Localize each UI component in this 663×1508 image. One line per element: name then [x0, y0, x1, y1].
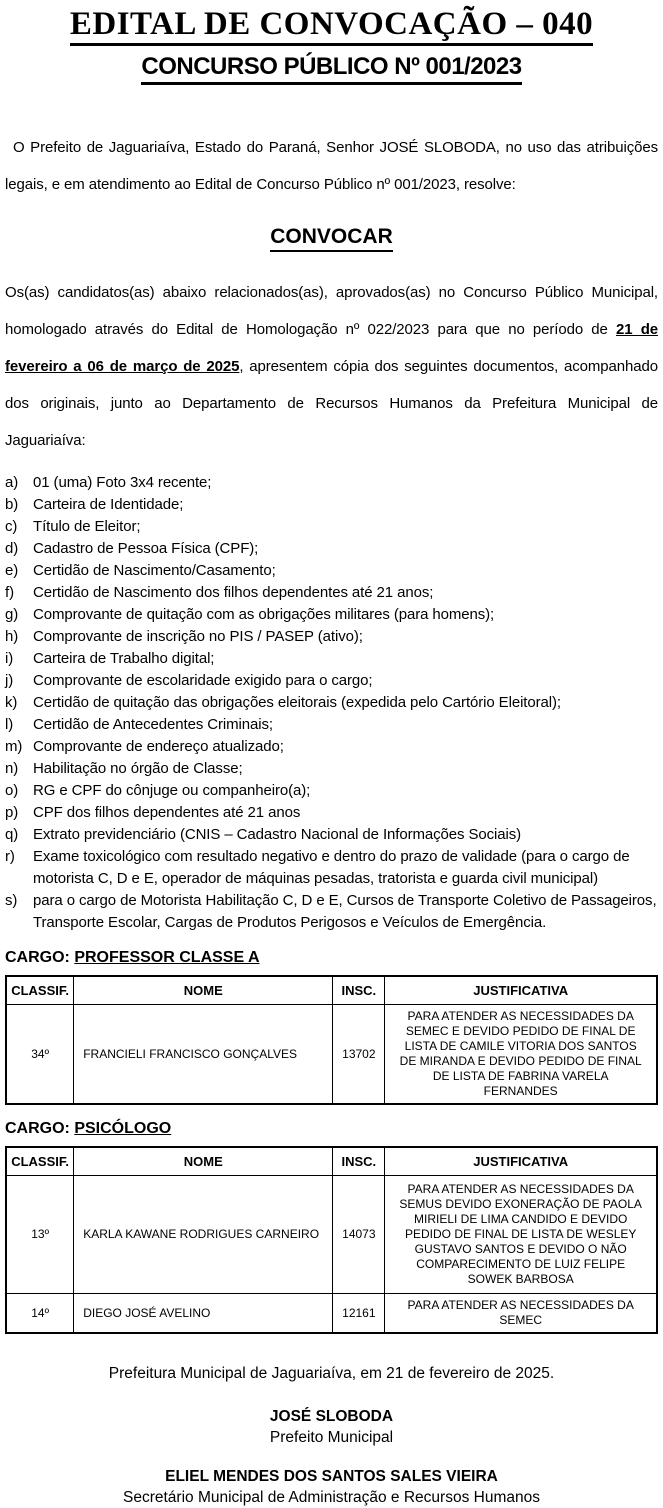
date-line: Prefeitura Municipal de Jaguariaíva, em 21 de fevereiro de 2025. — [108, 1365, 555, 1382]
column-header-insc: INSC. — [333, 976, 385, 1004]
professor-table — [5, 975, 658, 1105]
cargo-heading-prefix: CARGO: — [5, 1120, 75, 1137]
cargo-heading-title: PROFESSOR CLASSE A — [74, 949, 260, 966]
cell-insc: 14073 — [333, 1175, 385, 1293]
cell-justificativa: PARA ATENDER AS NECESSIDADES DA SEMUS DEVIDO EXONERAÇÃO DE PAOLA MIRIELI DE LIMA CANDIDO E DEVIDO PEDIDO DE FINAL DE LISTA DE WESLEY GUSTAVO SANTOS E DEVIDO O NÃO COMPARECIMENTO DE LUIZ FELIPE SOWEK BARBOSA — [385, 1175, 657, 1293]
list-item — [5, 670, 658, 692]
list-item — [5, 714, 658, 736]
list-item — [5, 560, 658, 582]
signature-role: Prefeito Municipal — [269, 1429, 394, 1446]
document-subtitle — [5, 53, 658, 85]
list-item-letter: k) — [5, 694, 18, 711]
column-header-justificativa: JUSTIFICATIVA — [385, 1147, 657, 1175]
cell-nome: FRANCIELI FRANCISCO GONÇALVES — [74, 1004, 333, 1104]
signature-name: ELIEL MENDES DOS SANTOS SALES VIEIRA — [165, 1468, 498, 1485]
list-item — [5, 538, 658, 560]
list-item — [5, 758, 658, 780]
convocar-heading: CONVOCAR — [270, 225, 393, 252]
list-item-text: Carteira de Identidade; — [33, 496, 184, 513]
column-header-classif: CLASSIF. — [6, 1147, 74, 1175]
list-item-text: Carteira de Trabalho digital; — [33, 650, 215, 667]
cargo-heading-professor — [5, 949, 658, 967]
cell-classif: 34º — [6, 1004, 74, 1104]
psicologo-table — [5, 1146, 658, 1334]
column-header-nome: NOME — [74, 976, 333, 1004]
cell-classif: 13º — [6, 1175, 74, 1293]
signature-mayor — [5, 1406, 658, 1448]
list-item — [5, 736, 658, 758]
list-item-text: Comprovante de endereço atualizado; — [33, 738, 284, 755]
list-item-letter: c) — [5, 518, 18, 535]
list-item-letter: f) — [5, 584, 14, 601]
cell-nome: DIEGO JOSÉ AVELINO — [74, 1293, 333, 1333]
list-item-text: Certidão de Antecedentes Criminais; — [33, 716, 273, 733]
list-item — [5, 494, 658, 516]
list-item-letter: r) — [5, 848, 15, 865]
list-item-text: Cadastro de Pessoa Física (CPF); — [33, 540, 259, 557]
list-item-letter: i) — [5, 650, 14, 667]
list-item — [5, 648, 658, 670]
cargo-heading-psicologo — [5, 1120, 658, 1138]
column-header-justificativa: JUSTIFICATIVA — [385, 976, 657, 1004]
list-item-text: RG e CPF do cônjuge ou companheiro(a); — [33, 782, 311, 799]
list-item — [5, 890, 658, 934]
list-item-letter: n) — [5, 760, 19, 777]
list-item-text: para o cargo de Motorista Habilitação C, D e E, Cursos de Transporte Coletivo de Passageiros, Transporte Escolar, Cargas de Produtos Perigosos e Veículos de Emergência. — [33, 892, 657, 931]
list-item-letter: q) — [5, 826, 19, 843]
list-item-letter: o) — [5, 782, 19, 799]
cell-justificativa: PARA ATENDER AS NECESSIDADES DA SEMEC E DEVIDO PEDIDO DE FINAL DE LISTA DE CAMILE VITORIA DOS SANTOS DE MIRANDA E DEVIDO PEDIDO DE FINAL DE LISTA DE FABRINA VARELA FERNANDES — [385, 1004, 657, 1104]
table-row — [6, 1293, 657, 1333]
list-item-letter: p) — [5, 804, 19, 821]
cell-insc: 13702 — [333, 1004, 385, 1104]
list-item-text: Certidão de Nascimento/Casamento; — [33, 562, 276, 579]
signature-secretary — [5, 1466, 658, 1508]
list-item-letter: l) — [5, 716, 14, 733]
table-row — [6, 1004, 657, 1104]
signature-name: JOSÉ SLOBODA — [269, 1408, 394, 1425]
convocation-paragraph-part1: Os(as) candidatos(as) abaixo relacionados(as), aprovados(as) no Concurso Público Municipal, homologado através do Edital de Homologação nº 022/2023 para que no período de — [5, 284, 658, 338]
list-item-letter: s) — [5, 892, 18, 909]
document-subtitle-text: CONCURSO PÚBLICO Nº 001/2023 — [141, 53, 521, 85]
list-item-text: Comprovante de quitação com as obrigações militares (para homens); — [33, 606, 495, 623]
list-item — [5, 516, 658, 538]
table-header-row — [6, 1147, 657, 1175]
list-item-letter: e) — [5, 562, 19, 579]
list-item-letter: a) — [5, 474, 19, 491]
convocar-heading-wrap — [5, 225, 658, 252]
list-item-text: Extrato previdenciário (CNIS – Cadastro Nacional de Informações Sociais) — [33, 826, 522, 843]
list-item — [5, 626, 658, 648]
intro-paragraph: O Prefeito de Jaguariaíva, Estado do Paraná, Senhor JOSÉ SLOBODA, no uso das atribuições legais, e em atendimento ao Edital de Concurso Público nº 001/2023, resolve: — [5, 139, 658, 193]
list-item — [5, 582, 658, 604]
list-item-letter: g) — [5, 606, 19, 623]
list-item — [5, 692, 658, 714]
deadline-highlight: 21 de fevereiro a 06 de março de 2025 — [5, 321, 658, 375]
column-header-classif: CLASSIF. — [6, 976, 74, 1004]
list-item — [5, 824, 658, 846]
list-item-text: Certidão de quitação das obrigações eleitorais (expedida pelo Cartório Eleitoral); — [33, 694, 561, 711]
list-item-text: CPF dos filhos dependentes até 21 anos — [33, 804, 301, 821]
list-item-text: Exame toxicológico com resultado negativo e dentro do prazo de validade (para o cargo de motorista C, D e E, operador de máquinas pesadas, tratorista e guarda civil municipal) — [33, 848, 630, 887]
list-item — [5, 472, 658, 494]
list-item-letter: j) — [5, 672, 14, 689]
list-item-text: Certidão de Nascimento dos filhos dependentes até 21 anos; — [33, 584, 434, 601]
cargo-heading-title: PSICÓLOGO — [74, 1120, 172, 1137]
list-item — [5, 780, 658, 802]
document-title-text: EDITAL DE CONVOCAÇÃO – 040 — [70, 6, 593, 46]
list-item — [5, 846, 658, 890]
list-item-text: Comprovante de escolaridade exigido para o cargo; — [33, 672, 373, 689]
convocation-paragraph-part2: , apresentem cópia dos seguintes documentos, acompanhado dos originais, junto ao Departamento de Recursos Humanos da Prefeitura Municipal de Jaguariaíva: — [5, 358, 659, 449]
list-item-text: 01 (uma) Foto 3x4 recente; — [33, 474, 212, 491]
cell-justificativa: PARA ATENDER AS NECESSIDADES DA SEMEC — [385, 1293, 657, 1333]
cell-classif: 14º — [6, 1293, 74, 1333]
list-item-letter: h) — [5, 628, 19, 645]
list-item-text: Habilitação no órgão de Classe; — [33, 760, 243, 777]
signature-role: Secretário Municipal de Administração e Recursos Humanos — [123, 1489, 540, 1506]
convocation-paragraph — [5, 274, 658, 459]
list-item-text: Comprovante de inscrição no PIS / PASEP (ativo); — [33, 628, 363, 645]
table-row — [6, 1175, 657, 1293]
list-item-letter: b) — [5, 496, 19, 513]
cell-insc: 12161 — [333, 1293, 385, 1333]
document-title — [5, 6, 658, 46]
column-header-nome: NOME — [74, 1147, 333, 1175]
list-item-letter: m) — [5, 738, 23, 755]
cell-nome: KARLA KAWANE RODRIGUES CARNEIRO — [74, 1175, 333, 1293]
list-item — [5, 802, 658, 824]
table-header-row — [6, 976, 657, 1004]
required-documents-list — [5, 472, 658, 934]
list-item — [5, 604, 658, 626]
list-item-letter: d) — [5, 540, 19, 557]
list-item-text: Título de Eleitor; — [33, 518, 141, 535]
cargo-heading-prefix: CARGO: — [5, 949, 75, 966]
column-header-insc: INSC. — [333, 1147, 385, 1175]
